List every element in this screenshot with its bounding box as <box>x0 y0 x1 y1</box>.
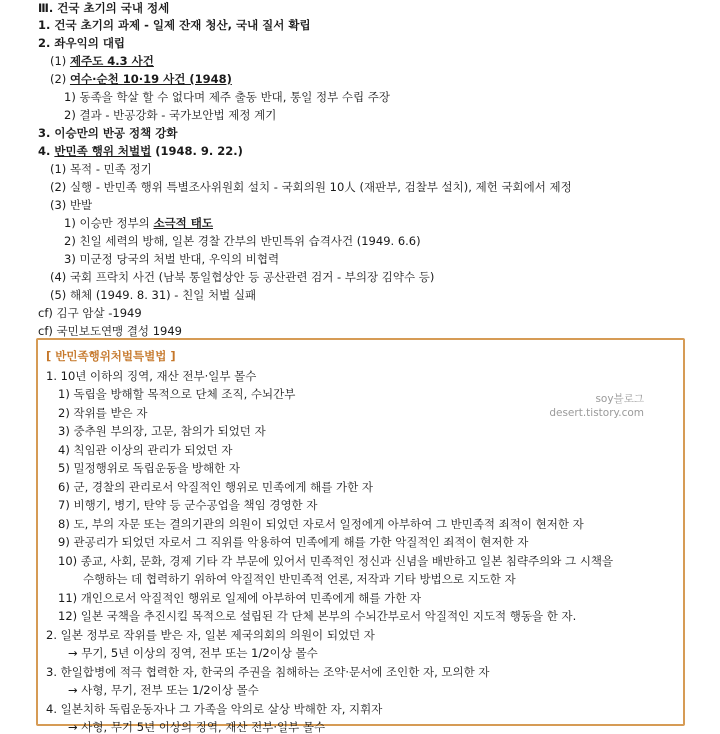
outline-item-2-1 <box>50 54 154 68</box>
outline-item-4 <box>38 144 243 158</box>
outline-item-4-1: (1) 목적 - 민족 정기 <box>50 162 152 176</box>
item-prefix: (2) <box>50 72 70 86</box>
cf-note-1: cf) 김구 암살 -1949 <box>38 306 142 320</box>
outline-item-3: 3. 이승만의 반공 정책 강화 <box>38 126 178 140</box>
box-title: [ 반민족행위처벌특별법 ] <box>46 349 176 363</box>
item-prefix: 1) 이승만 정부의 <box>64 216 154 230</box>
list-item-continuation: 수행하는 데 협력하기 위하여 악질적인 반민족적 언론, 저작과 기타 방법으로 지도한 자 <box>83 572 516 586</box>
passive-attitude: 소극적 태도 <box>153 216 213 230</box>
section-title: Ⅲ. 건국 초기의 국내 정세 <box>38 1 170 15</box>
watermark-url: desert.tistory.com <box>549 407 644 419</box>
list-item: 9) 관공리가 되었던 자로서 그 직위를 악용하여 민족에게 해를 가한 악질적인 죄적이 현저한 자 <box>58 535 529 549</box>
penalty-3: 3. 한일합병에 적극 협력한 자, 한국의 주권을 침해하는 조약·문서에 조인한 자, 모의한 자 <box>46 665 490 679</box>
outline-item-2-2 <box>50 72 232 86</box>
list-item: 7) 비행기, 병기, 탄약 등 군수공업을 책임 경영한 자 <box>58 498 318 512</box>
special-law-box <box>36 338 685 734</box>
cf-note-2: cf) 국민보도연맹 결성 1949 <box>38 324 182 338</box>
list-item: 1) 독립을 방해할 목적으로 단체 조직, 수뇌간부 <box>58 387 296 401</box>
outline-item-4-3: (3) 반발 <box>50 198 93 212</box>
item-prefix: 4. <box>38 144 55 158</box>
item-prefix: (1) <box>50 54 70 68</box>
outline-item-2-2-b: 2) 결과 - 반공강화 - 국가보안법 제정 계기 <box>64 108 277 122</box>
list-item: 12) 일본 국책을 추진시킬 목적으로 설립된 각 단체 본부의 수뇌간부로서 악질적인 지도적 행동을 한 자. <box>58 609 577 623</box>
list-item: 6) 군, 경찰의 관리로서 악질적인 행위로 민족에게 해를 가한 자 <box>58 480 373 494</box>
outline-item-4-3-a <box>64 216 213 230</box>
list-item: 3) 중추원 부의장, 고문, 참의가 되었던 자 <box>58 424 266 438</box>
outline-item-4-3-c: 3) 미군정 당국의 처벌 반대, 우익의 비협력 <box>64 252 280 266</box>
outline-item-4-4: (4) 국회 프락치 사건 (남북 통일협상안 등 공산관련 검거 - 부의장 김약수 등) <box>50 270 435 284</box>
penalty-4: 4. 일본치하 독립운동자나 그 가족을 악의로 살상 박해한 자, 지휘자 <box>46 702 383 716</box>
outline-item-2-2-a: 1) 동족을 학살 할 수 없다며 제주 출동 반대, 통일 정부 수립 주장 <box>64 90 390 104</box>
outline-item-1: 1. 건국 초기의 과제 - 일제 잔재 청산, 국내 질서 확립 <box>38 18 311 32</box>
yeosu-suncheon-event: 여수·순천 10·19 사건 (1948) <box>69 72 232 86</box>
outline-item-2: 2. 좌우익의 대립 <box>38 36 126 50</box>
penalty-2-result: → 무기, 5년 이상의 징역, 전부 또는 1/2이상 몰수 <box>68 646 318 660</box>
outline-item-4-3-b: 2) 친일 세력의 방해, 일본 경찰 간부의 반민특위 습격사건 (1949. 6.6) <box>64 234 421 248</box>
penalty-2: 2. 일본 정부로 작위를 받은 자, 일본 제국의회의 의원이 되었던 자 <box>46 628 375 642</box>
item4-date: (1948. 9. 22.) <box>151 144 243 158</box>
list-item: 11) 개인으로서 악질적인 행위로 일제에 아부하여 민족에게 해를 가한 자 <box>58 591 422 605</box>
outline-item-4-2: (2) 실행 - 반민족 행위 특별조사위원회 설치 - 국회의원 10人 (재판부, 검찰부 설치), 제헌 국회에서 제정 <box>50 180 572 194</box>
outline-item-4-5: (5) 해체 (1949. 8. 31) - 친일 처벌 실패 <box>50 288 257 302</box>
watermark-blog-name: soy블로그 <box>595 393 644 405</box>
list-item: 10) 종교, 사회, 문화, 경제 기타 각 부문에 있어서 민족적인 정신과 신념을 배반하고 일본 침략주의와 그 시책을 <box>58 554 614 568</box>
penalty-3-result: → 사형, 무기, 전부 또는 1/2이상 몰수 <box>68 683 259 697</box>
anti-national-act-law: 반민족 행위 처벌법 <box>54 144 152 158</box>
penalty-4-result: → 사형, 무기 5년 이상의 징역, 재산 전부·일부 몰수 <box>68 720 326 734</box>
list-item: 4) 칙임관 이상의 관리가 되었던 자 <box>58 443 233 457</box>
penalty-1: 1. 10년 이하의 징역, 재산 전부·일부 몰수 <box>46 369 257 383</box>
list-item: 8) 도, 부의 자문 또는 결의기관의 의원이 되었던 자로서 일정에게 아부하여 그 반민족적 죄적이 현저한 자 <box>58 517 584 531</box>
list-item: 5) 밀정행위로 독립운동을 방해한 자 <box>58 461 240 475</box>
jeju-43-event: 제주도 4.3 사건 <box>69 54 154 68</box>
list-item: 2) 작위를 받은 자 <box>58 406 148 420</box>
